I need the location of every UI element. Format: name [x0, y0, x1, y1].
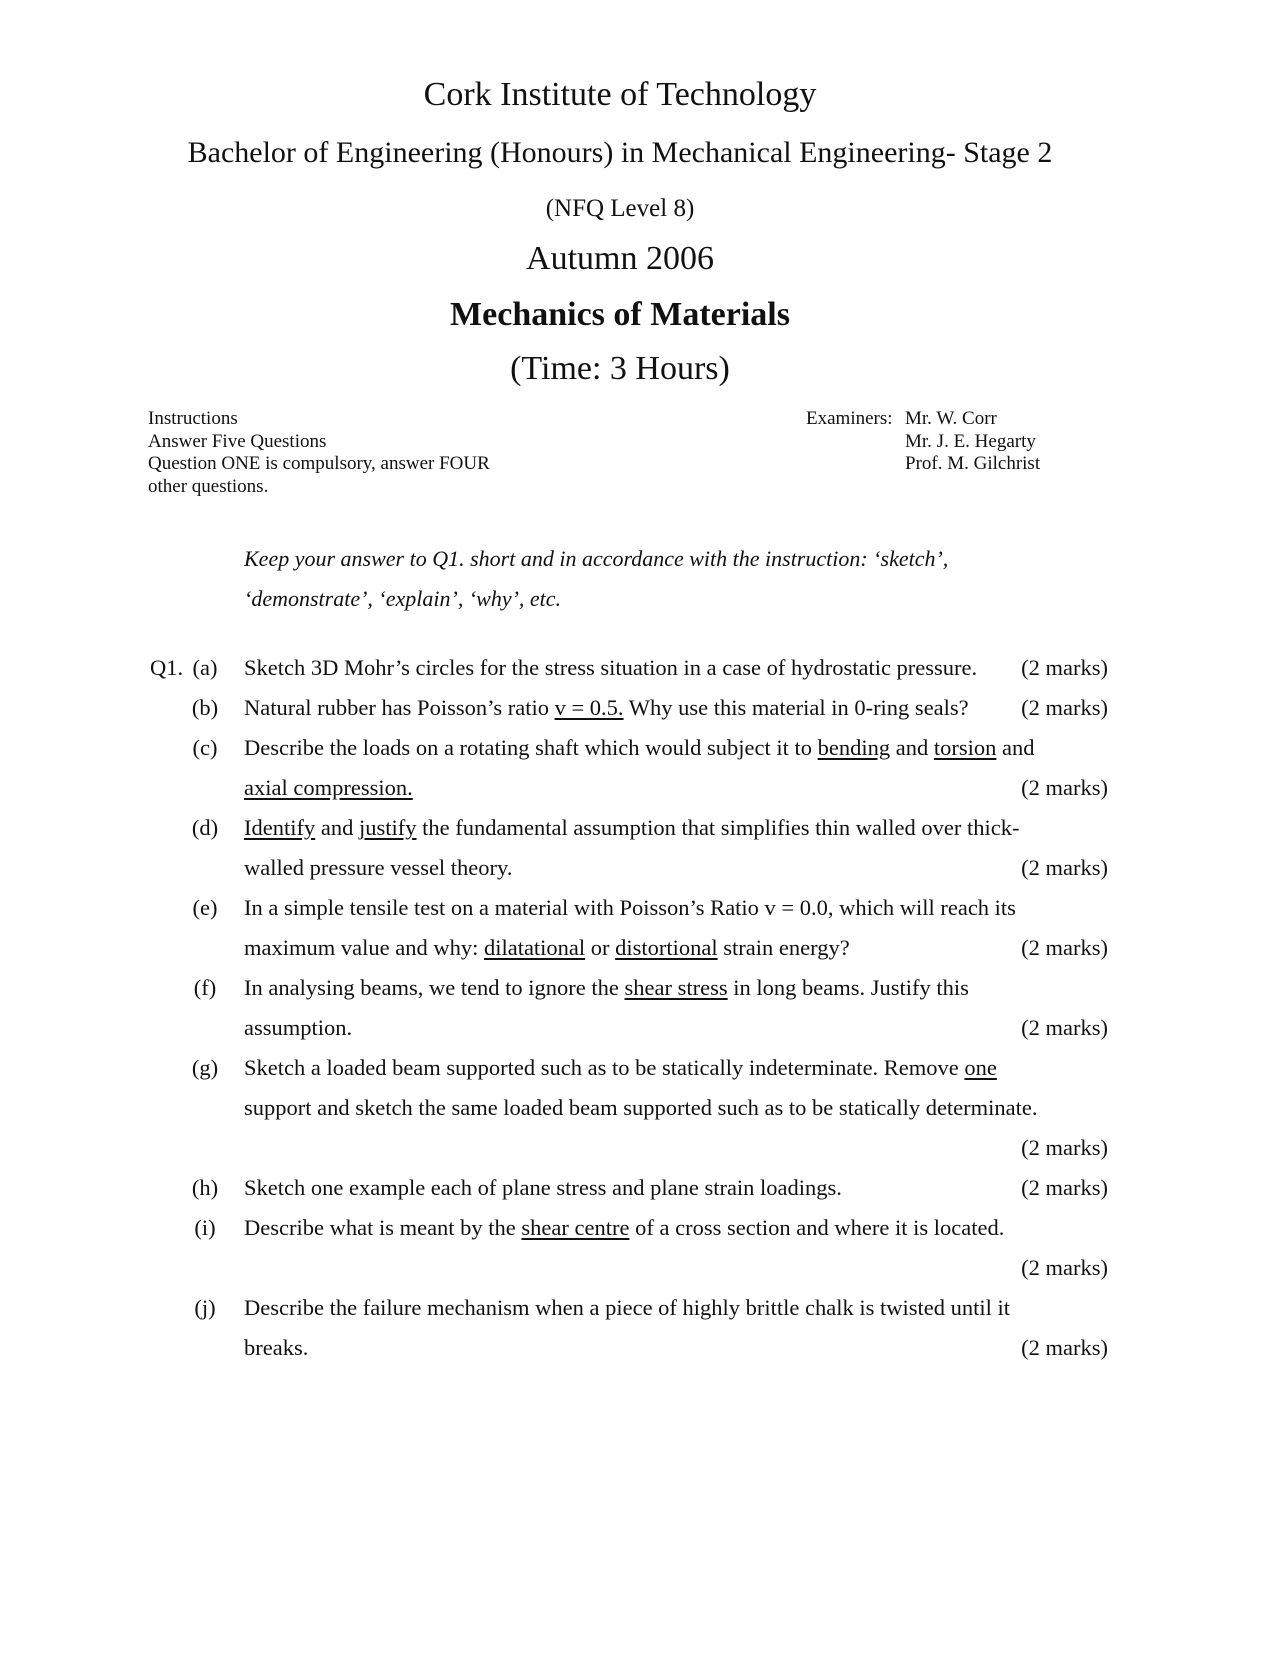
- underlined-term: axial compression.: [244, 775, 413, 800]
- part-h-marks: (2 marks): [1021, 1175, 1108, 1200]
- part-letter-h: (h): [191, 1175, 219, 1200]
- instructions-heading: Instructions: [148, 408, 238, 429]
- underlined-term: v = 0.5.: [554, 695, 624, 720]
- underlined-term: torsion: [933, 735, 997, 760]
- part-j-text: Describe the failure mechanism when a piece of highly brittle chalk is twisted until it: [244, 1295, 1011, 1320]
- part-f-text: In analysing beams, we tend to ignore the shear stress in long beams. Justify this: [244, 975, 969, 1000]
- part-letter-d: (d): [191, 815, 219, 840]
- nfq-level: (NFQ Level 8): [545, 195, 695, 222]
- part-e-text: In a simple tensile test on a material with Poisson’s Ratio v = 0.0, which will reach its: [244, 895, 1016, 920]
- instructions-block: [148, 408, 490, 498]
- part-a-text: Sketch 3D Mohr’s circles for the stress situation in a case of hydrostatic pressure.: [244, 655, 978, 680]
- underlined-term: shear stress: [624, 975, 728, 1000]
- exam-duration: (Time: 3 Hours): [510, 350, 730, 387]
- underlined-term: one: [964, 1055, 997, 1080]
- part-g-text: Sketch a loaded beam supported such as to be statically indeterminate. Remove one: [244, 1055, 997, 1080]
- underlined-term: bending: [817, 735, 891, 760]
- part-c-marks: (2 marks): [1021, 775, 1108, 800]
- part-b-marks: (2 marks): [1021, 695, 1108, 720]
- part-letter-g: (g): [191, 1055, 219, 1080]
- instructions-line: Answer Five Questions: [148, 430, 327, 452]
- part-g-marks: (2 marks): [1021, 1135, 1108, 1160]
- subject-title: Mechanics of Materials: [450, 296, 790, 333]
- part-c-text: Describe the loads on a rotating shaft which would subject it to bending and torsion and: [244, 735, 1035, 760]
- answer-note-line: ‘demonstrate’, ‘explain’, ‘why’, etc.: [244, 586, 562, 611]
- part-letter-f: (f): [193, 975, 217, 1000]
- part-letter-a: (a): [192, 655, 218, 680]
- part-letter-b: (b): [191, 695, 219, 720]
- part-j-text-cont: breaks.: [244, 1335, 309, 1360]
- examiner-name: Prof. M. Gilchrist: [905, 453, 1041, 474]
- question-label: Q1.: [150, 655, 184, 680]
- examiner-name: Mr. J. E. Hegarty: [905, 430, 1036, 452]
- underlined-term: dilatational: [483, 935, 586, 960]
- answer-note: [244, 539, 948, 619]
- instructions-line: Question ONE is compulsory, answer FOUR: [148, 453, 490, 474]
- part-e-text-cont: maximum value and why: dilatational or distortional strain energy?: [244, 935, 850, 960]
- part-letter-c: (c): [192, 735, 218, 760]
- part-c-text-cont: [244, 775, 413, 801]
- part-letter-i: (i): [194, 1215, 216, 1240]
- part-letter-j: (j): [194, 1295, 216, 1320]
- underlined-term: distortional: [615, 935, 718, 960]
- examiners-label: Examiners:: [806, 408, 893, 429]
- institution-title: Cork Institute of Technology: [423, 76, 817, 113]
- underlined-term: justify: [358, 815, 417, 840]
- part-b-text: Natural rubber has Poisson’s ratio v = 0.5. Why use this material in 0-ring seals?: [244, 695, 969, 720]
- part-d-text-cont: walled pressure vessel theory.: [244, 855, 513, 880]
- part-h-text: Sketch one example each of plane stress and plane strain loadings.: [244, 1175, 842, 1200]
- underlined-term: Identify: [244, 815, 316, 840]
- part-f-text-cont: assumption.: [244, 1015, 353, 1040]
- part-d-marks: (2 marks): [1021, 855, 1108, 880]
- part-a-marks: (2 marks): [1021, 655, 1108, 680]
- underlined-term: shear centre: [521, 1215, 630, 1240]
- exam-session: Autumn 2006: [526, 240, 714, 277]
- answer-note-line: Keep your answer to Q1. short and in accordance with the instruction: ‘sketch’,: [244, 546, 949, 571]
- part-f-marks: (2 marks): [1021, 1015, 1108, 1040]
- programme-title: Bachelor of Engineering (Honours) in Mechanical Engineering- Stage 2: [187, 136, 1053, 169]
- examiner-name: Mr. W. Corr: [905, 408, 997, 429]
- part-e-marks: (2 marks): [1021, 935, 1108, 960]
- examiners-list: [905, 408, 1040, 476]
- part-i-marks: (2 marks): [1021, 1255, 1108, 1280]
- part-g-text-cont: support and sketch the same loaded beam supported such as to be statically determinate.: [244, 1095, 1038, 1120]
- part-d-text: Identify and justify the fundamental assumption that simplifies thin walled over thick-: [244, 815, 1020, 840]
- instructions-line: other questions.: [148, 475, 269, 497]
- part-letter-e: (e): [192, 895, 218, 920]
- part-j-marks: (2 marks): [1021, 1335, 1108, 1360]
- part-i-text: Describe what is meant by the shear centre of a cross section and where it is located.: [244, 1215, 1005, 1240]
